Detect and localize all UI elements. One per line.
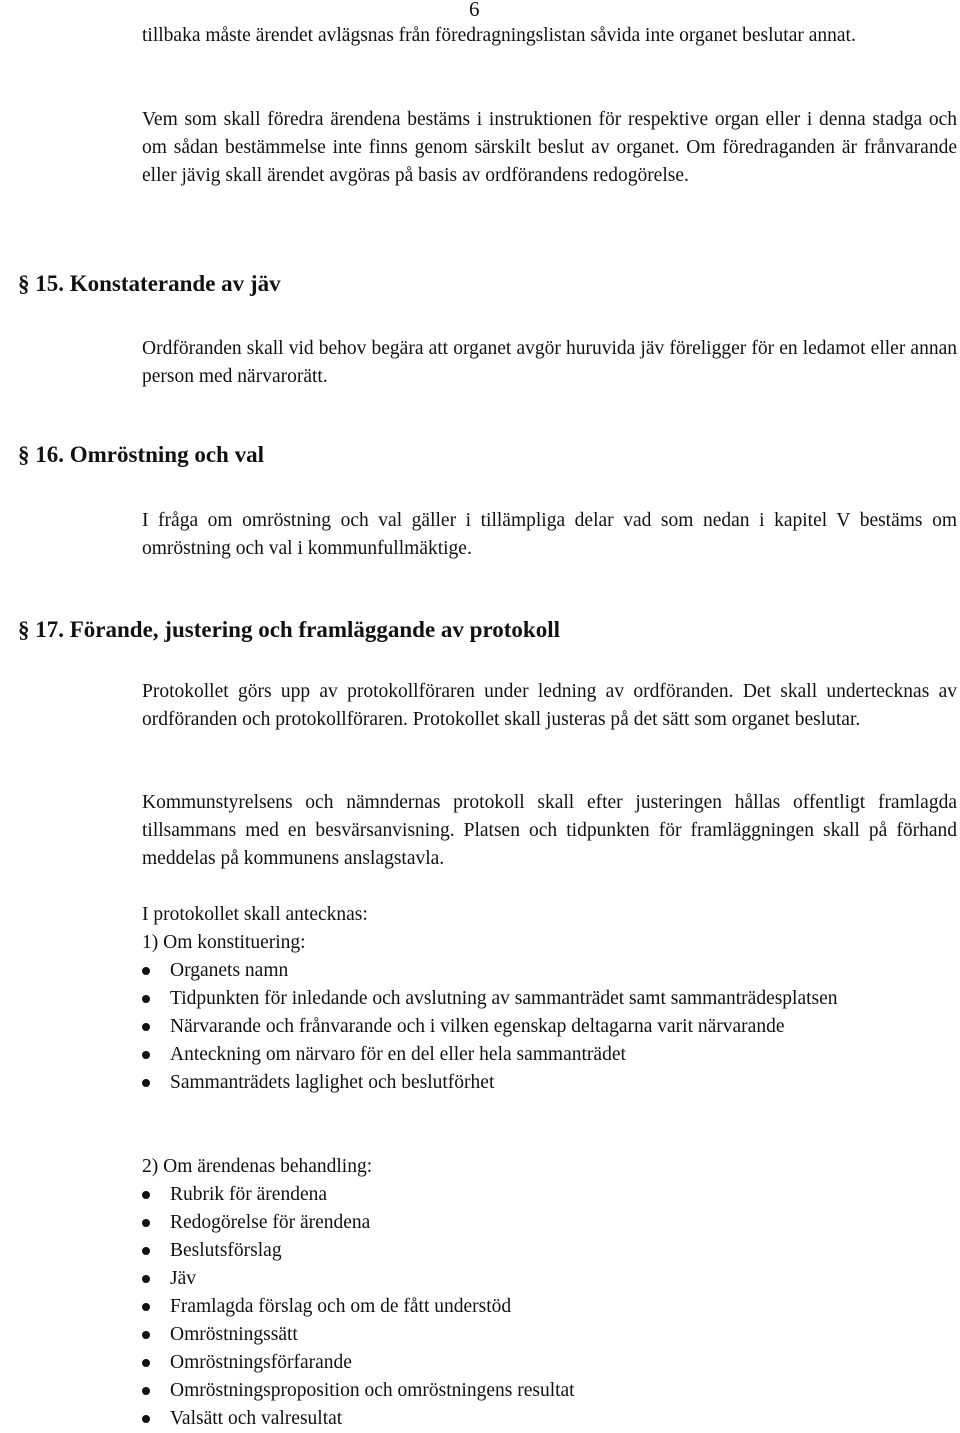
page-number: 6 [469, 0, 480, 21]
bullet-icon [142, 1303, 150, 1311]
list-item-text: Framlagda förslag och om de fått understöd [170, 1296, 512, 1317]
list-item [142, 1237, 957, 1265]
list-item-text: Redogörelse för ärendena [170, 1212, 371, 1233]
section-16-paragraph: I fråga om omröstning och val gäller i tillämpliga delar vad som nedan i kapitel V bestäms om omröstning och val i kommunfullmäktige. [142, 510, 957, 559]
section-16-heading: § 16. Omröstning och val [18, 442, 264, 467]
list-item [142, 1321, 957, 1349]
list-item-text: Tidpunkten för inledande och avslutning av sammanträdet samt sammanträdesplatsen [170, 988, 838, 1009]
bullet-icon [142, 1219, 150, 1227]
list-item [142, 985, 957, 1013]
list-item [142, 1349, 957, 1377]
constitution-list [142, 957, 957, 1097]
bullet-icon [142, 1051, 150, 1059]
list-item [142, 957, 957, 985]
bullet-icon [142, 1247, 150, 1255]
handling-group-label: 2) Om ärendenas behandling: [142, 1156, 373, 1177]
list-item [142, 1181, 957, 1209]
list-item-text: Omröstningssätt [170, 1324, 298, 1345]
list-item [142, 1293, 957, 1321]
list-item-text: Beslutsförslag [170, 1240, 282, 1261]
constitution-group-label: 1) Om konstituering: [142, 932, 306, 953]
bullet-icon [142, 995, 150, 1003]
list-item-text: Omröstningsproposition och omröstningens resultat [170, 1380, 575, 1401]
section-15-heading: § 15. Konstaterande av jäv [18, 271, 281, 296]
list-item-text: Närvarande och frånvarande och i vilken egenskap deltagarna varit närvarande [170, 1016, 785, 1037]
section-15-paragraph: Ordföranden skall vid behov begära att organet avgör huruvida jäv föreligger för en ledamot eller annan person med närvarorätt. [142, 338, 957, 387]
list-item [142, 1209, 957, 1237]
section-17-heading: § 17. Förande, justering och framläggande av protokoll [18, 617, 560, 642]
list-item-text: Rubrik för ärendena [170, 1184, 328, 1205]
handling-list [142, 1181, 957, 1433]
list-item-text: Anteckning om närvaro för en del eller hela sammanträdet [170, 1044, 626, 1065]
bullet-icon [142, 1331, 150, 1339]
presenter-paragraph: Vem som skall föredra ärendena bestäms i instruktionen för respektive organ eller i denna stadga och om sådan bestämmelse inte finns genom särskilt beslut av organet. Om föredraganden är frånvarande eller jävig skall ärendet avgöras på basis av ordförandens redogörelse. [142, 109, 957, 186]
bullet-icon [142, 1275, 150, 1283]
list-item [142, 1069, 957, 1097]
bullet-icon [142, 967, 150, 975]
list-item-text: Organets namn [170, 960, 289, 981]
record-intro-label: I protokollet skall antecknas: [142, 904, 368, 925]
list-item [142, 1013, 957, 1041]
list-item-text: Omröstningsförfarande [170, 1352, 352, 1373]
bullet-icon [142, 1191, 150, 1199]
intro-continuation-paragraph: tillbaka måste ärendet avlägsnas från föredragningslistan såvida inte organet beslutar annat. [142, 25, 856, 46]
list-item-text: Valsätt och valresultat [170, 1408, 343, 1429]
section-17-paragraph-2: Kommunstyrelsens och nämndernas protokoll skall efter justeringen hållas offentligt framlagda tillsammans med en besvärsanvisning. Platsen och tidpunkten för framläggningen skall på förhand meddelas på kommunens anslagstavla. [142, 792, 957, 869]
list-item-text: Sammanträdets laglighet och beslutförhet [170, 1072, 495, 1093]
list-item [142, 1405, 957, 1433]
bullet-icon [142, 1079, 150, 1087]
bullet-icon [142, 1023, 150, 1031]
bullet-icon [142, 1415, 150, 1423]
section-17-paragraph-1: Protokollet görs upp av protokollföraren under ledning av ordföranden. Det skall undertecknas av ordföranden och protokollföraren. Protokollet skall justeras på det sätt som organet beslutar. [142, 681, 957, 730]
bullet-icon [142, 1387, 150, 1395]
list-item [142, 1377, 957, 1405]
list-item [142, 1041, 957, 1069]
list-item [142, 1265, 957, 1293]
list-item-text: Jäv [170, 1268, 196, 1289]
bullet-icon [142, 1359, 150, 1367]
